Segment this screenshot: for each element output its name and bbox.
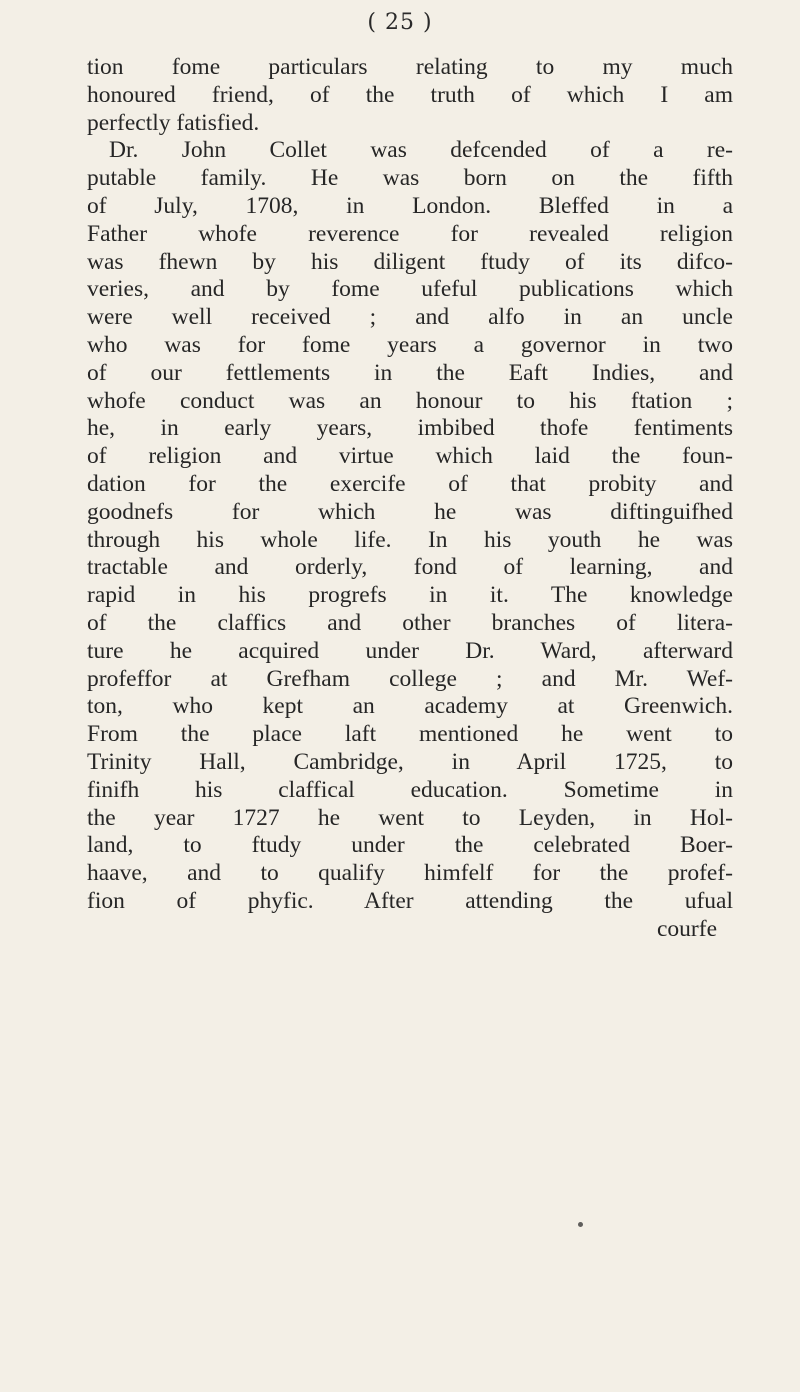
text-line: finifh his claffical education. Sometime in (87, 776, 733, 803)
text-line: were well received ; and alfo in an uncle (87, 304, 733, 331)
text-line: honoured friend, of the truth of which I am (87, 81, 733, 108)
text-line: whofe conduct was an honour to his ftation ; (87, 387, 733, 414)
text-line: he, in early years, imbibed thofe fentiments (87, 415, 733, 442)
text-line: profeffor at Grefham college ; and Mr. Wef- (87, 665, 733, 692)
text-line: Father whofe reverence for revealed religion (87, 220, 733, 247)
text-line: fion of phyfic. After attending the ufual (87, 887, 733, 914)
text-line: tion fome particulars relating to my much (87, 54, 733, 80)
text-line: land, to ftudy under the celebrated Boer- (87, 832, 733, 859)
body-text (87, 54, 733, 944)
text-line: veries, and by fome ufeful publications which (87, 276, 733, 303)
text-line: perfectly fatisfied. (87, 109, 260, 136)
text-line: was fhewn by his diligent ftudy of its difco- (87, 248, 733, 275)
text-line: of July, 1708, in London. Bleffed in a (87, 192, 733, 219)
text-line: Trinity Hall, Cambridge, in April 1725, to (87, 748, 733, 775)
text-line: of religion and virtue which laid the foun- (87, 443, 733, 470)
text-line: putable family. He was born on the fifth (87, 165, 733, 192)
ink-speck (578, 1222, 583, 1227)
text-line: goodnefs for which he was diftinguifhed (87, 498, 733, 525)
text-line: rapid in his progrefs in it. The knowledge (87, 582, 733, 609)
text-line: through his whole life. In his youth he was (87, 526, 733, 553)
catchword: courfe (656, 915, 717, 942)
text-line: Dr. John Collet was defcended of a re- (109, 137, 733, 164)
text-line: of our fettlements in the Eaft Indies, and (87, 359, 733, 386)
text-line: dation for the exercife of that probity and (87, 470, 733, 497)
text-line: who was for fome years a governor in two (87, 331, 733, 358)
text-line: ture he acquired under Dr. Ward, afterward (87, 637, 733, 664)
text-line: tractable and orderly, fond of learning, and (87, 554, 733, 581)
page-number: ( 25 ) (367, 10, 433, 35)
text-line: haave, and to qualify himfelf for the profef- (87, 860, 733, 887)
text-line: ton, who kept an academy at Greenwich. (87, 693, 733, 720)
text-line: of the claffics and other branches of litera- (87, 609, 733, 636)
text-line: From the place laft mentioned he went to (87, 721, 733, 748)
text-line: the year 1727 he went to Leyden, in Hol- (87, 804, 733, 831)
